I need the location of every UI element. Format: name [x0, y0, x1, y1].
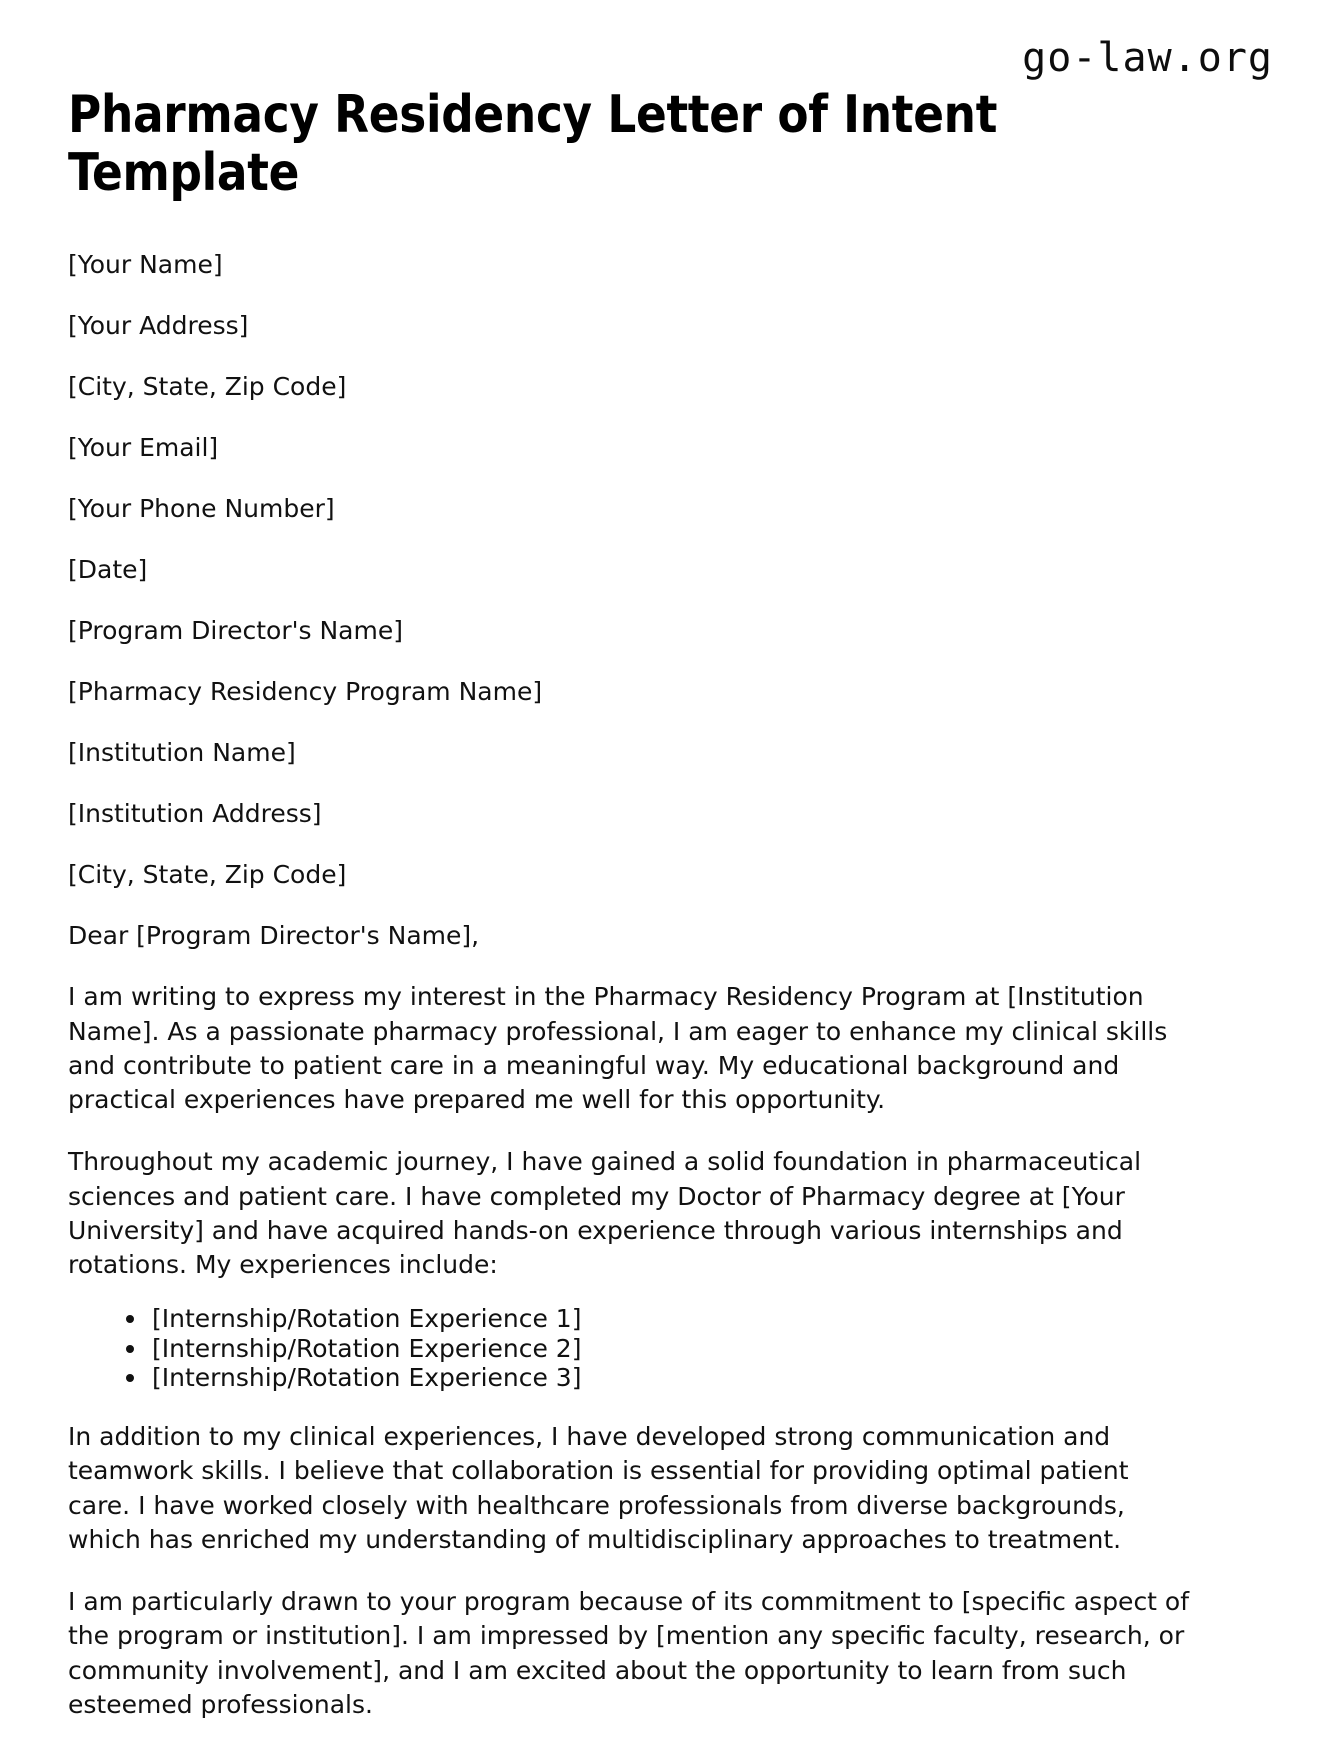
experience-list [68, 1304, 1190, 1392]
sender-address-line: [Your Address] [68, 311, 249, 341]
sender-address-block [68, 248, 1190, 525]
list-item-label: [Internship/Rotation Experience 3] [152, 1362, 582, 1392]
recipient-institution-address-line: [Institution Address] [68, 799, 322, 829]
recipient-director-name-line: [Program Director's Name] [68, 616, 403, 646]
sender-city-state-zip-line: [City, State, Zip Code] [68, 372, 347, 402]
date-line: [Date] [68, 555, 148, 585]
sender-name-line: [Your Name] [68, 250, 223, 280]
bullet-dot-icon [126, 1345, 134, 1353]
list-item [126, 1334, 1190, 1363]
letter-body [68, 86, 1190, 1750]
list-item-label: [Internship/Rotation Experience 2] [152, 1333, 582, 1363]
recipient-program-name-line: [Pharmacy Residency Program Name] [68, 677, 543, 707]
list-item [126, 1304, 1190, 1333]
recipient-institution-name-line: [Institution Name] [68, 738, 296, 768]
recipient-address-block [68, 614, 1190, 891]
recipient-city-state-zip-line: [City, State, Zip Code] [68, 860, 347, 890]
body-paragraph-2: Throughout my academic journey, I have gained a solid foundation in pharmaceutical sciences and patient care. I have completed my Doctor of Pharmacy degree at [Your University] and have acquired hands-on experience through various internships and rotations. My experiences include: [68, 1147, 1142, 1280]
sender-phone-line: [Your Phone Number] [68, 494, 335, 524]
sender-email-line: [Your Email] [68, 433, 219, 463]
list-item [126, 1363, 1190, 1392]
salutation-line: Dear [Program Director's Name], [68, 921, 480, 951]
bullet-dot-icon [126, 1315, 134, 1323]
bullet-dot-icon [126, 1374, 134, 1382]
body-paragraph-1: I am writing to express my interest in the Pharmacy Residency Program at [Institution Name]. As a passionate pharmacy professional, I am eager to enhance my clinical skills and contribute to patient care in a meaningful way. My educational background and practical experiences have prepared me well for this opportunity. [68, 982, 1168, 1115]
site-watermark: go-law.org [1022, 35, 1273, 81]
page-title: Pharmacy Residency Letter of Intent Template [68, 85, 998, 204]
list-item-label: [Internship/Rotation Experience 1] [152, 1304, 582, 1334]
body-paragraph-4: I am particularly drawn to your program because of its commitment to [specific aspect of the program or institution]. I am impressed by [mention any specific faculty, research, or community involvement], and I am excited about the opportunity to learn from such esteemed professionals. [68, 1587, 1190, 1719]
body-paragraph-3: In addition to my clinical experiences, I have developed strong communication and teamwork skills. I believe that collaboration is essential for providing optimal patient care. I have worked closely with healthcare professionals from diverse backgrounds, which has enriched my understanding of multidisciplinary approaches to treatment. [68, 1422, 1129, 1554]
